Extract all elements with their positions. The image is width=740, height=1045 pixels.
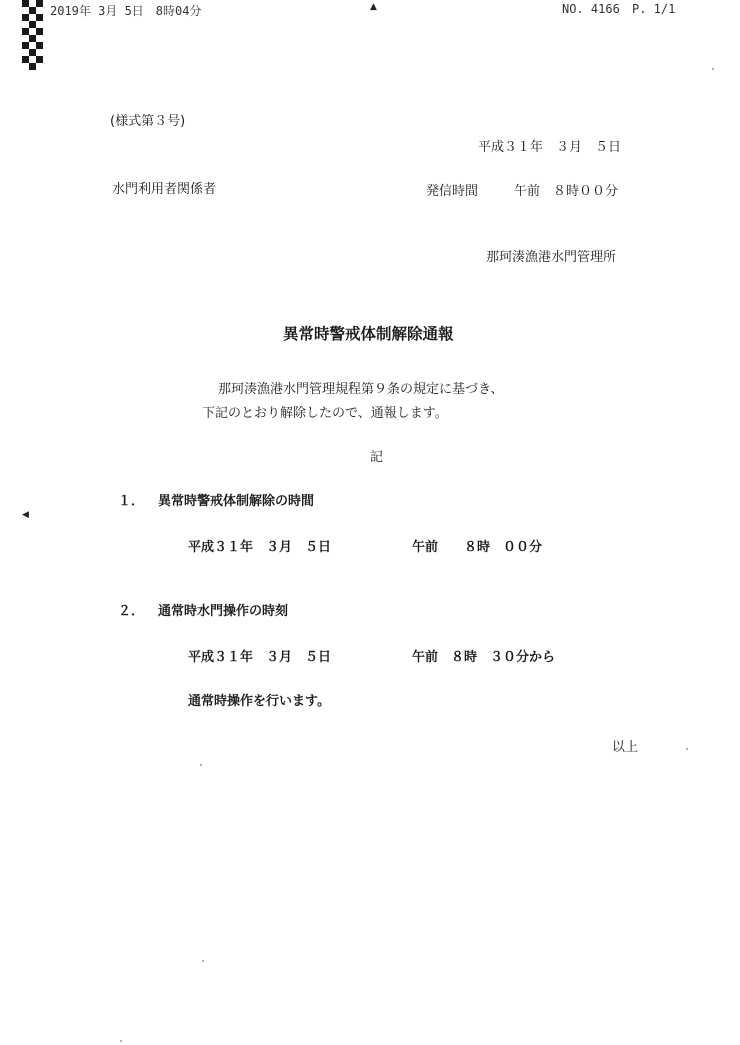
top-marker-icon: ▲	[370, 2, 377, 12]
sender: 那珂湊漁港水門管理所	[486, 250, 617, 265]
item2-note: 通常時操作を行います。	[188, 694, 330, 709]
send-time-label: 発信時間	[426, 184, 479, 199]
issue-date: 平成３１年 ３月 ５日	[478, 140, 622, 155]
scan-speck	[202, 960, 204, 962]
item2-heading: 通常時水門操作の時刻	[158, 604, 289, 619]
document-title: 異常時警戒体制解除通報	[283, 325, 454, 343]
scan-speck	[686, 748, 688, 750]
fax-number: NO. 4166	[562, 2, 620, 16]
item1-time: 午前 ８時 ００分	[412, 540, 543, 555]
ki-mark: 記	[370, 450, 384, 465]
form-number: (様式第３号)	[110, 114, 186, 129]
item2-number: ２．	[118, 604, 145, 619]
send-time-value: 午前 ８時００分	[514, 184, 619, 199]
recipient: 水門利用者関係者	[112, 182, 217, 197]
side-marker-icon: ◀	[22, 510, 29, 520]
intro-line-1: 那珂湊漁港水門管理規程第９条の規定に基づき、	[218, 382, 504, 397]
item1-date: 平成３１年 ３月 ５日	[188, 540, 332, 555]
intro-line-2: 下記のとおり解除したので、通報します。	[202, 406, 448, 421]
fax-checker-mark	[22, 0, 44, 72]
item1-heading: 異常時警戒体制解除の時間	[158, 494, 315, 509]
item2-date: 平成３１年 ３月 ５日	[188, 650, 332, 665]
scan-speck	[712, 68, 714, 70]
fax-datetime: 2019年 3月 5日 8時04分	[50, 4, 202, 18]
scan-speck	[200, 764, 202, 766]
scan-speck	[120, 1040, 122, 1042]
fax-page: P. 1/1	[632, 2, 676, 16]
closing: 以上	[612, 740, 639, 755]
item2-time: 午前 ８時 ３０分から	[412, 650, 556, 665]
item1-number: １．	[118, 494, 145, 509]
